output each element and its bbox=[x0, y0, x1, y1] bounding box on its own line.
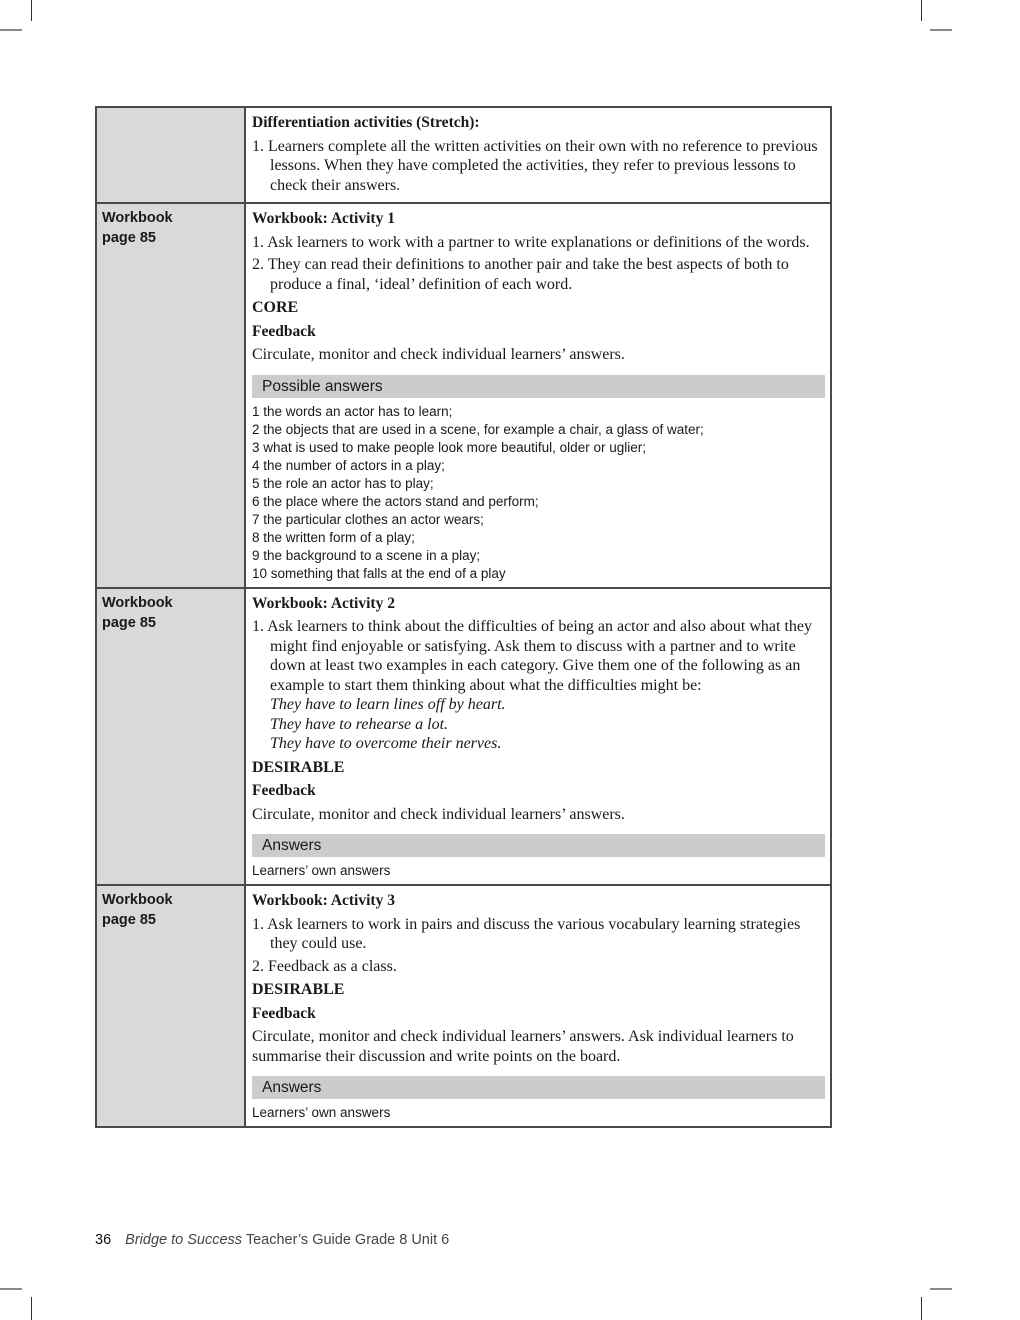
section-heading: Differentiation activities (Stretch): bbox=[252, 114, 480, 131]
row-label bbox=[96, 203, 245, 588]
crop-mark bbox=[921, 0, 922, 21]
section-heading: Workbook: Activity 2 bbox=[252, 594, 395, 612]
lesson-plan-table bbox=[95, 106, 832, 1128]
page-number: 36 bbox=[95, 1232, 112, 1248]
feedback-text: Circulate, monitor and check individual learners’ answers. Ask individual learners to summarise their discussion and write points on the board. bbox=[252, 1028, 794, 1065]
row-content bbox=[245, 203, 831, 588]
answer-item: 10 something that falls at the end of a play bbox=[252, 565, 506, 581]
row-content bbox=[245, 885, 831, 1127]
answers-text: Learners’ own answers bbox=[252, 1105, 391, 1120]
answer-item: 1 the words an actor has to learn; bbox=[252, 403, 453, 419]
crop-mark bbox=[930, 29, 952, 31]
feedback-text: Circulate, monitor and check individual learners’ answers. bbox=[252, 346, 625, 363]
table-row-activity-1 bbox=[96, 203, 831, 588]
row-label bbox=[96, 885, 245, 1127]
row-content bbox=[245, 588, 831, 886]
book-subtitle: Teacher’s Guide Grade 8 Unit 6 bbox=[245, 1232, 450, 1248]
answer-item: 4 the number of actors in a play; bbox=[252, 457, 445, 473]
instruction-item: 1. Ask learners to work with a partner to write explanations or definitions of the words. bbox=[252, 233, 810, 251]
answers-list bbox=[252, 403, 825, 583]
instruction-item: 2. They can read their definitions to another pair and take the best aspects of both to produce a final, ‘ideal’ definition of each word. bbox=[252, 256, 789, 293]
answer-item: 6 the place where the actors stand and perform; bbox=[252, 493, 539, 509]
section-heading: Workbook: Activity 3 bbox=[252, 892, 395, 909]
level-label: DESIRABLE bbox=[252, 981, 345, 998]
section-heading: Workbook: Activity 1 bbox=[252, 210, 395, 227]
answers-header: Possible answers bbox=[252, 375, 825, 398]
row-label bbox=[96, 107, 245, 203]
label-page: page 85 bbox=[102, 230, 156, 246]
level-label: DESIRABLE bbox=[252, 758, 345, 776]
feedback-text: Circulate, monitor and check individual learners’ answers. bbox=[252, 805, 625, 823]
answer-item: 9 the background to a scene in a play; bbox=[252, 547, 481, 563]
answer-item: 2 the objects that are used in a scene, for example a chair, a glass of water; bbox=[252, 421, 704, 437]
instruction-item: 2. Feedback as a class. bbox=[252, 957, 397, 975]
level-label: CORE bbox=[252, 299, 299, 316]
feedback-label: Feedback bbox=[252, 322, 316, 340]
answer-item: 7 the particular clothes an actor wears; bbox=[252, 511, 484, 527]
instruction-item: 1. Ask learners to think about the difficulties of being an actor and also about what they might find enjoyable or satisfying. Ask them to discuss with a partner and to write down at least two examples in each category. Give them one of the following as an example to start them thinking about what the difficulties might be: bbox=[252, 618, 813, 694]
answer-item: 8 the written form of a play; bbox=[252, 529, 415, 545]
example-sentence: They have to rehearse a lot. bbox=[270, 715, 449, 733]
row-label bbox=[96, 588, 245, 886]
label-page: page 85 bbox=[102, 912, 156, 928]
answer-item: 3 what is used to make people look more beautiful, older or uglier; bbox=[252, 439, 646, 455]
table-row-stretch bbox=[96, 107, 831, 203]
crop-mark bbox=[921, 1297, 922, 1320]
crop-mark bbox=[31, 1297, 32, 1320]
feedback-label: Feedback bbox=[252, 782, 316, 799]
instruction-item: 1. Learners complete all the written activities on their own with no reference to previous lessons. When they have completed the activities, they refer to previous lessons to check their answers. bbox=[252, 137, 818, 194]
label-workbook: Workbook bbox=[102, 892, 173, 908]
label-workbook: Workbook bbox=[102, 210, 173, 226]
crop-mark bbox=[930, 1288, 952, 1290]
crop-mark bbox=[0, 29, 22, 31]
answers-text: Learners’ own answers bbox=[252, 863, 391, 878]
crop-mark bbox=[31, 0, 32, 21]
answer-item: 5 the role an actor has to play; bbox=[252, 475, 434, 491]
table-row-activity-3 bbox=[96, 885, 831, 1127]
answers-header: Answers bbox=[252, 1076, 825, 1099]
book-title: Bridge to Success bbox=[125, 1232, 243, 1248]
label-workbook: Workbook bbox=[102, 594, 173, 611]
page-footer bbox=[95, 1232, 449, 1248]
crop-mark bbox=[0, 1288, 22, 1290]
instruction-item: 1. Ask learners to work in pairs and discuss the various vocabulary learning strategies they could use. bbox=[252, 915, 801, 952]
example-sentence: They have to overcome their nerves. bbox=[270, 735, 502, 752]
feedback-label: Feedback bbox=[252, 1004, 316, 1022]
label-page: page 85 bbox=[102, 614, 156, 631]
row-content bbox=[245, 107, 831, 203]
table-row-activity-2 bbox=[96, 588, 831, 886]
answers-header: Answers bbox=[252, 834, 825, 857]
example-sentence: They have to learn lines off by heart. bbox=[270, 696, 506, 713]
